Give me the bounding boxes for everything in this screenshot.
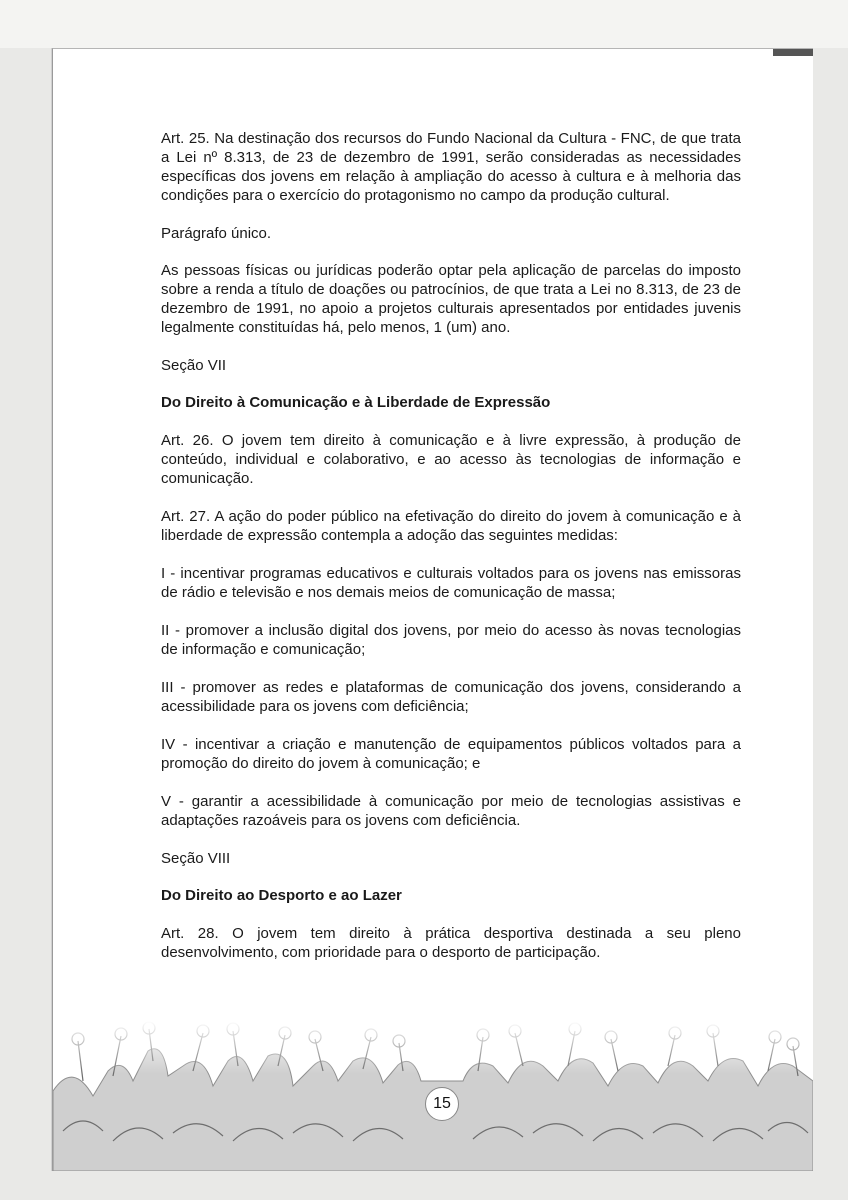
scan-corner-mark	[773, 49, 813, 56]
section-7-label: Seção VII	[161, 357, 227, 374]
article-27-item-v: V - garantir a acessibilidade à comunicação por meio de tecnologias assistivas e adaptações razoáveis para os jovens com deficiência.	[161, 793, 741, 829]
article-27-item-iv: IV - incentivar a criação e manutenção de equipamentos públicos voltados para a promoção do direito do jovem à comunicação; e	[161, 736, 741, 772]
article-27: Art. 27. A ação do poder público na efetivação do direito do jovem à comunicação e à liberdade de expressão contempla a adoção das seguintes medidas:	[161, 508, 741, 544]
scan-background	[0, 0, 848, 48]
document-page	[52, 48, 813, 1171]
article-27-item-iii: III - promover as redes e plataformas de comunicação dos jovens, considerando a acessibilidade para os jovens com deficiência;	[161, 679, 741, 715]
article-25: Art. 25. Na destinação dos recursos do Fundo Nacional da Cultura - FNC, de que trata a Lei nº 8.313, de 23 de dezembro de 1991, serão consideradas as necessidades específicas dos jovens em relação à ampliação do acesso à cultura e à melhoria das condições para o exercício do protagonismo no campo da produção cultural.	[161, 130, 741, 204]
article-26: Art. 26. O jovem tem direito à comunicação e à livre expressão, à produção de conteúdo, individual e colaborativo, e ao acesso às tecnologias de informação e comunicação.	[161, 432, 741, 487]
article-25-paragraph: As pessoas físicas ou jurídicas poderão optar pela aplicação de parcelas do imposto sobre a renda a título de doações ou patrocínios, de que trata a Lei no 8.313, de 23 de dezembro de 1991, no apoio a projetos culturais apresentados por entidades juvenis legalmente constituídas há, pelo menos, 1 (um) ano.	[161, 262, 741, 336]
article-27-item-ii: II - promover a inclusão digital dos jovens, por meio do acesso às novas tecnologias de informação e comunicação;	[161, 622, 741, 658]
paragraph-unico-label: Parágrafo único.	[161, 225, 272, 242]
document-body	[161, 129, 741, 981]
article-27-item-i: I - incentivar programas educativos e culturais voltados para os jovens nas emissoras de rádio e televisão e nos demais meios de comunicação de massa;	[161, 565, 741, 601]
article-28: Art. 28. O jovem tem direito à prática desportiva destinada a seu pleno desenvolvimento, com prioridade para o desporto de participação.	[161, 925, 741, 961]
section-8-label: Seção VIII	[161, 850, 231, 867]
section-7-title: Do Direito à Comunicação e à Liberdade de Expressão	[161, 394, 551, 411]
page-number: 15	[425, 1087, 459, 1121]
section-8-title: Do Direito ao Desporto e ao Lazer	[161, 887, 402, 904]
